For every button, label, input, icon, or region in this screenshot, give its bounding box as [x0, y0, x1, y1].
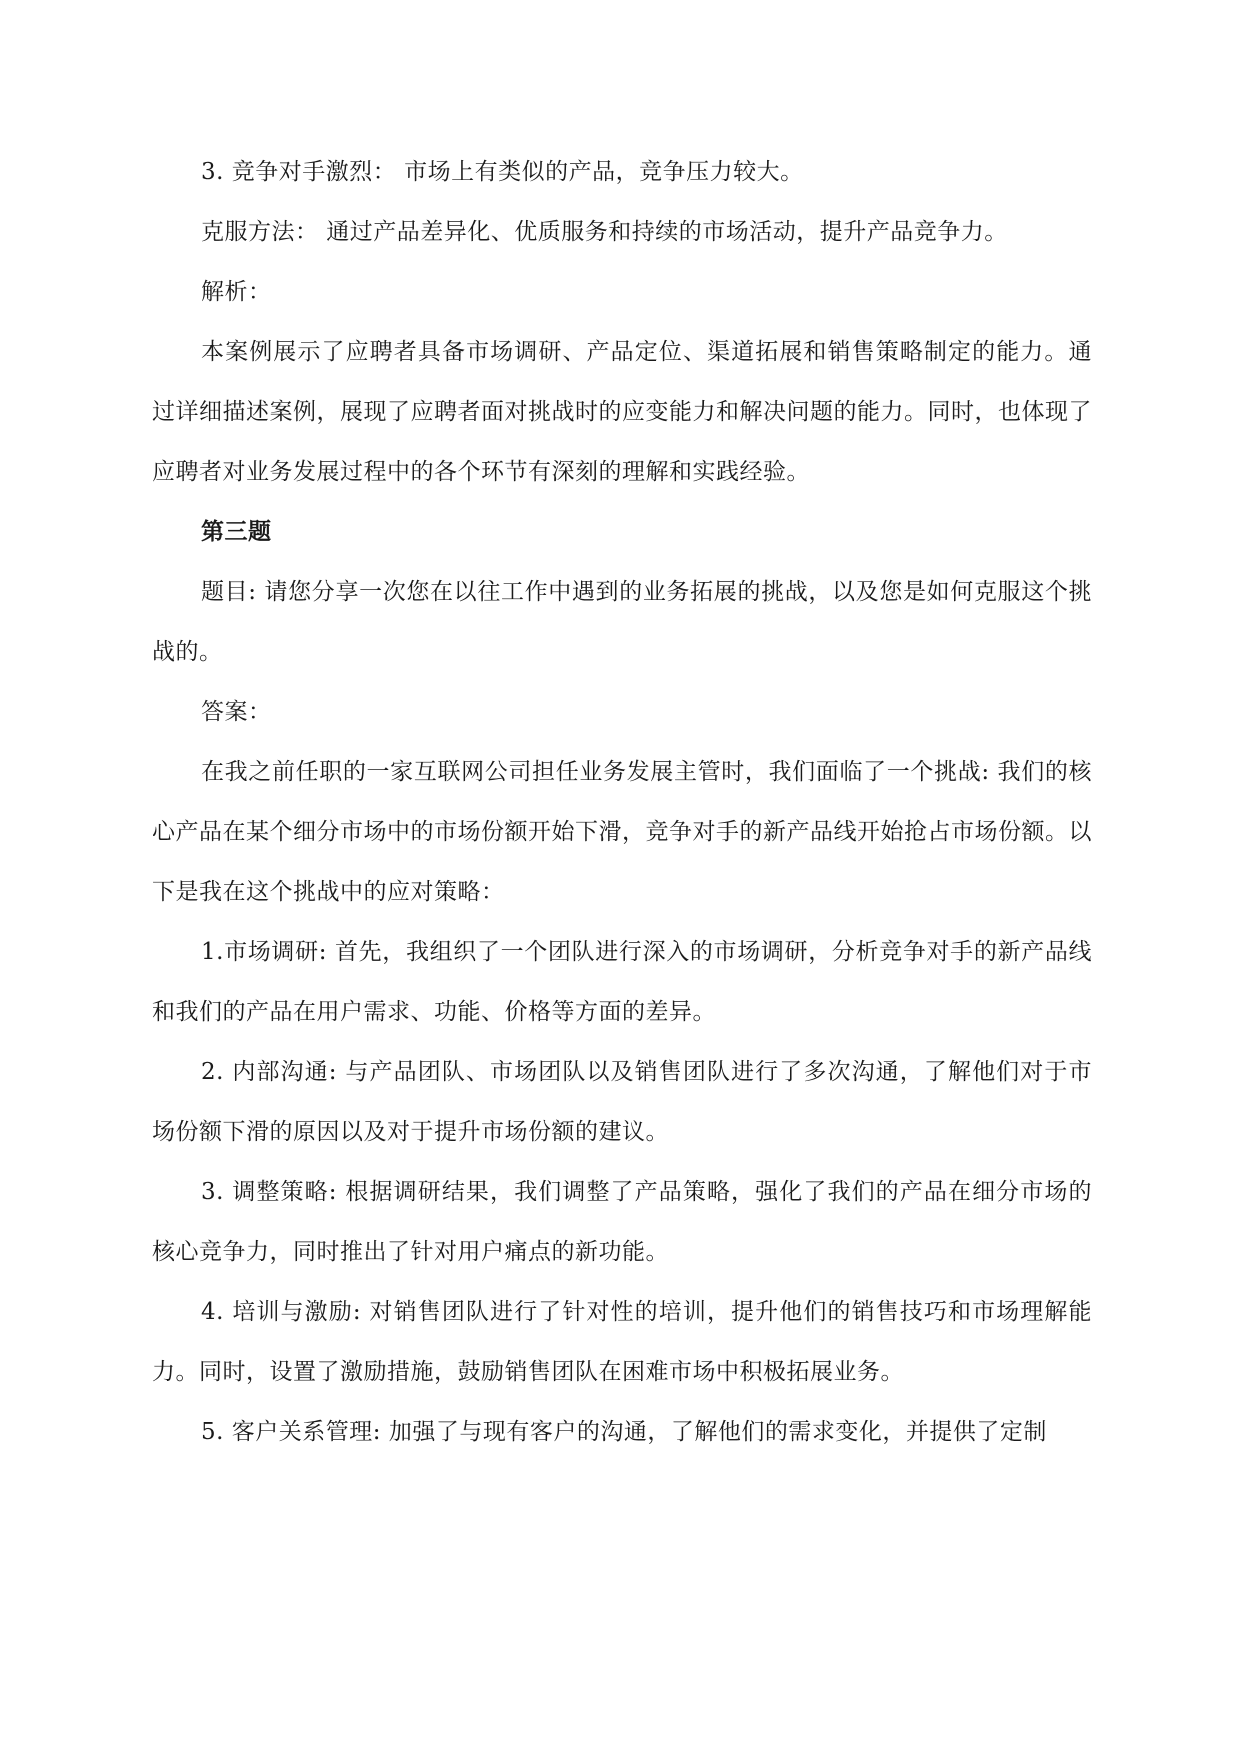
step-market-research: 1.市场调研: 首先，我组织了一个团队进行深入的市场调研，分析竞争对手的新产品线和我们的产品在用户需求、功能、价格等方面的差异。 [152, 939, 1092, 1025]
step-training-incentives: 4. 培训与激励: 对销售团队进行了针对性的培训，提升他们的销售技巧和市场理解能力。同时，设置了激励措施，鼓励销售团队在困难市场中积极拓展业务。 [152, 1299, 1092, 1385]
paragraph-solution: 克服方法： 通过产品差异化、优质服务和持续的市场活动，提升产品竞争力。 [201, 219, 1008, 245]
paragraph-analysis-text: 本案例展示了应聘者具备市场调研、产品定位、渠道拓展和销售策略制定的能力。通过详细描述案例，展现了应聘者面对挑战时的应变能力和解决问题的能力。同时，也体现了应聘者对业务发展过程中的各个环节有深刻的理解和实践经验。 [152, 339, 1092, 485]
section-heading: 第三题 [201, 518, 272, 545]
step-internal-communication: 2. 内部沟通: 与产品团队、市场团队以及销售团队进行了多次沟通，了解他们对于市场份额下滑的原因以及对于提升市场份额的建议。 [152, 1059, 1092, 1145]
step-adjust-strategy: 3. 调整策略: 根据调研结果，我们调整了产品策略，强化了我们的产品在细分市场的核心竞争力，同时推出了针对用户痛点的新功能。 [152, 1179, 1092, 1265]
answer-label: 答案： [201, 699, 272, 725]
document-body [152, 142, 1092, 1462]
step-customer-relations: 5. 客户关系管理: 加强了与现有客户的沟通，了解他们的需求变化，并提供了定制 [201, 1419, 1047, 1445]
answer-intro: 在我之前任职的一家互联网公司担任业务发展主管时，我们面临了一个挑战: 我们的核心产品在某个细分市场中的市场份额开始下滑，竞争对手的新产品线开始抢占市场份额。以下是我在这个挑战中的应对策略： [152, 759, 1092, 905]
question-text: 题目: 请您分享一次您在以往工作中遇到的业务拓展的挑战，以及您是如何克服这个挑战的。 [152, 579, 1092, 665]
paragraph-competition: 3. 竞争对手激烈： 市场上有类似的产品，竞争压力较大。 [201, 159, 804, 185]
paragraph-analysis-label: 解析： [201, 279, 272, 305]
